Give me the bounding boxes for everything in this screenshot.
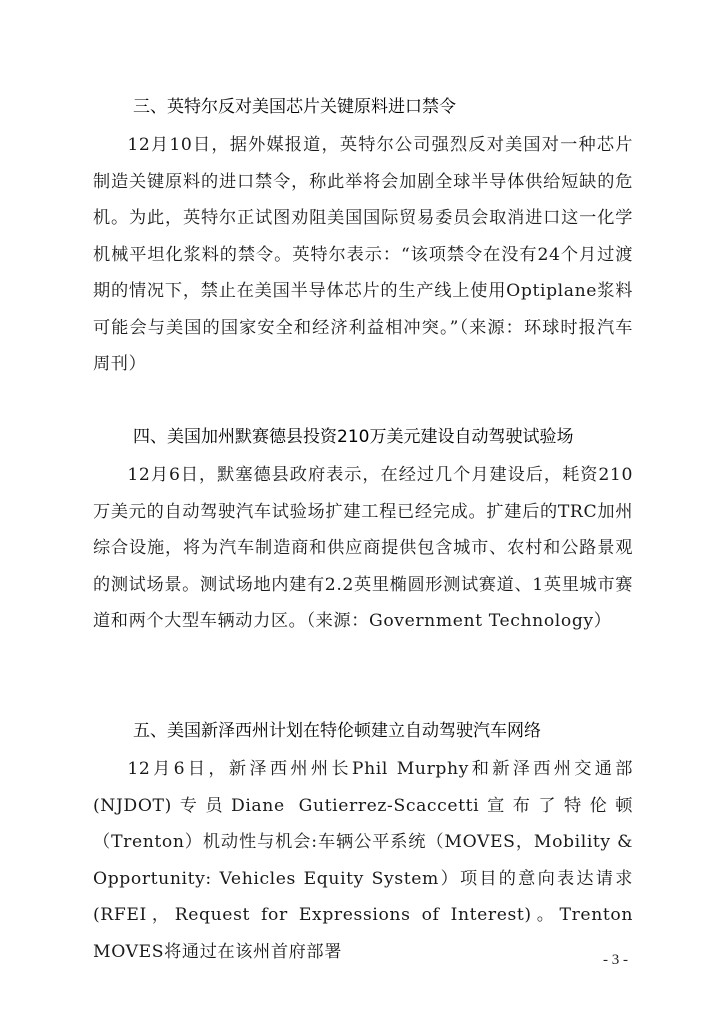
section-intel-import-ban xyxy=(93,96,633,383)
page-number: - 3 - xyxy=(603,952,628,968)
section-merced-test-site xyxy=(93,426,633,640)
section-heading: 四、美国加州默赛德县投资210万美元建设自动驾驶试验场 xyxy=(133,427,574,447)
section-heading: 三、英特尔反对美国芯片关键原料进口禁令 xyxy=(133,97,456,117)
section-paragraph: 12月10日，据外媒报道，英特尔公司强烈反对美国对一种芯片制造关键原料的进口禁令，称此举将会加剧全球半导体供给短缺的危机。为此，英特尔正试图劝阻美国国际贸易委员会取消进口这一化学机械平坦化浆料的禁令。英特尔表示：“该项禁令在没有24个月过渡期的情况下，禁止在美国半导体芯片的生产线上使用Optiplane浆料可能会与美国的国家安全和经济利益相冲突。”（来源：环球时报汽车周刊） xyxy=(93,135,633,374)
section-paragraph: 12月6日，新泽西州州长Phil Murphy和新泽西州交通部(NJDOT)专员Diane Gutierrez-Scaccetti宣布了特伦顿（Trenton）机动性与机会:车辆公平系统（MOVES，Mobility & Opportunity: Vehicles Equity System）项目的意向表达请求(RFEI，Request for Expressions of Interest)。Trenton MOVES将通过在该州首府部署 xyxy=(93,759,633,962)
section-trenton-moves xyxy=(93,720,633,970)
section-heading: 五、美国新泽西州计划在特伦顿建立自动驾驶汽车网络 xyxy=(133,721,541,741)
section-paragraph: 12月6日，默塞德县政府表示，在经过几个月建设后，耗资210万美元的自动驾驶汽车试验场扩建工程已经完成。扩建后的TRC加州综合设施，将为汽车制造商和供应商提供包含城市、农村和公路景观的测试场景。测试场地内建有2.2英里椭圆形测试赛道、1英里城市赛道和两个大型车辆动力区。（来源：Government Technology） xyxy=(93,465,633,631)
